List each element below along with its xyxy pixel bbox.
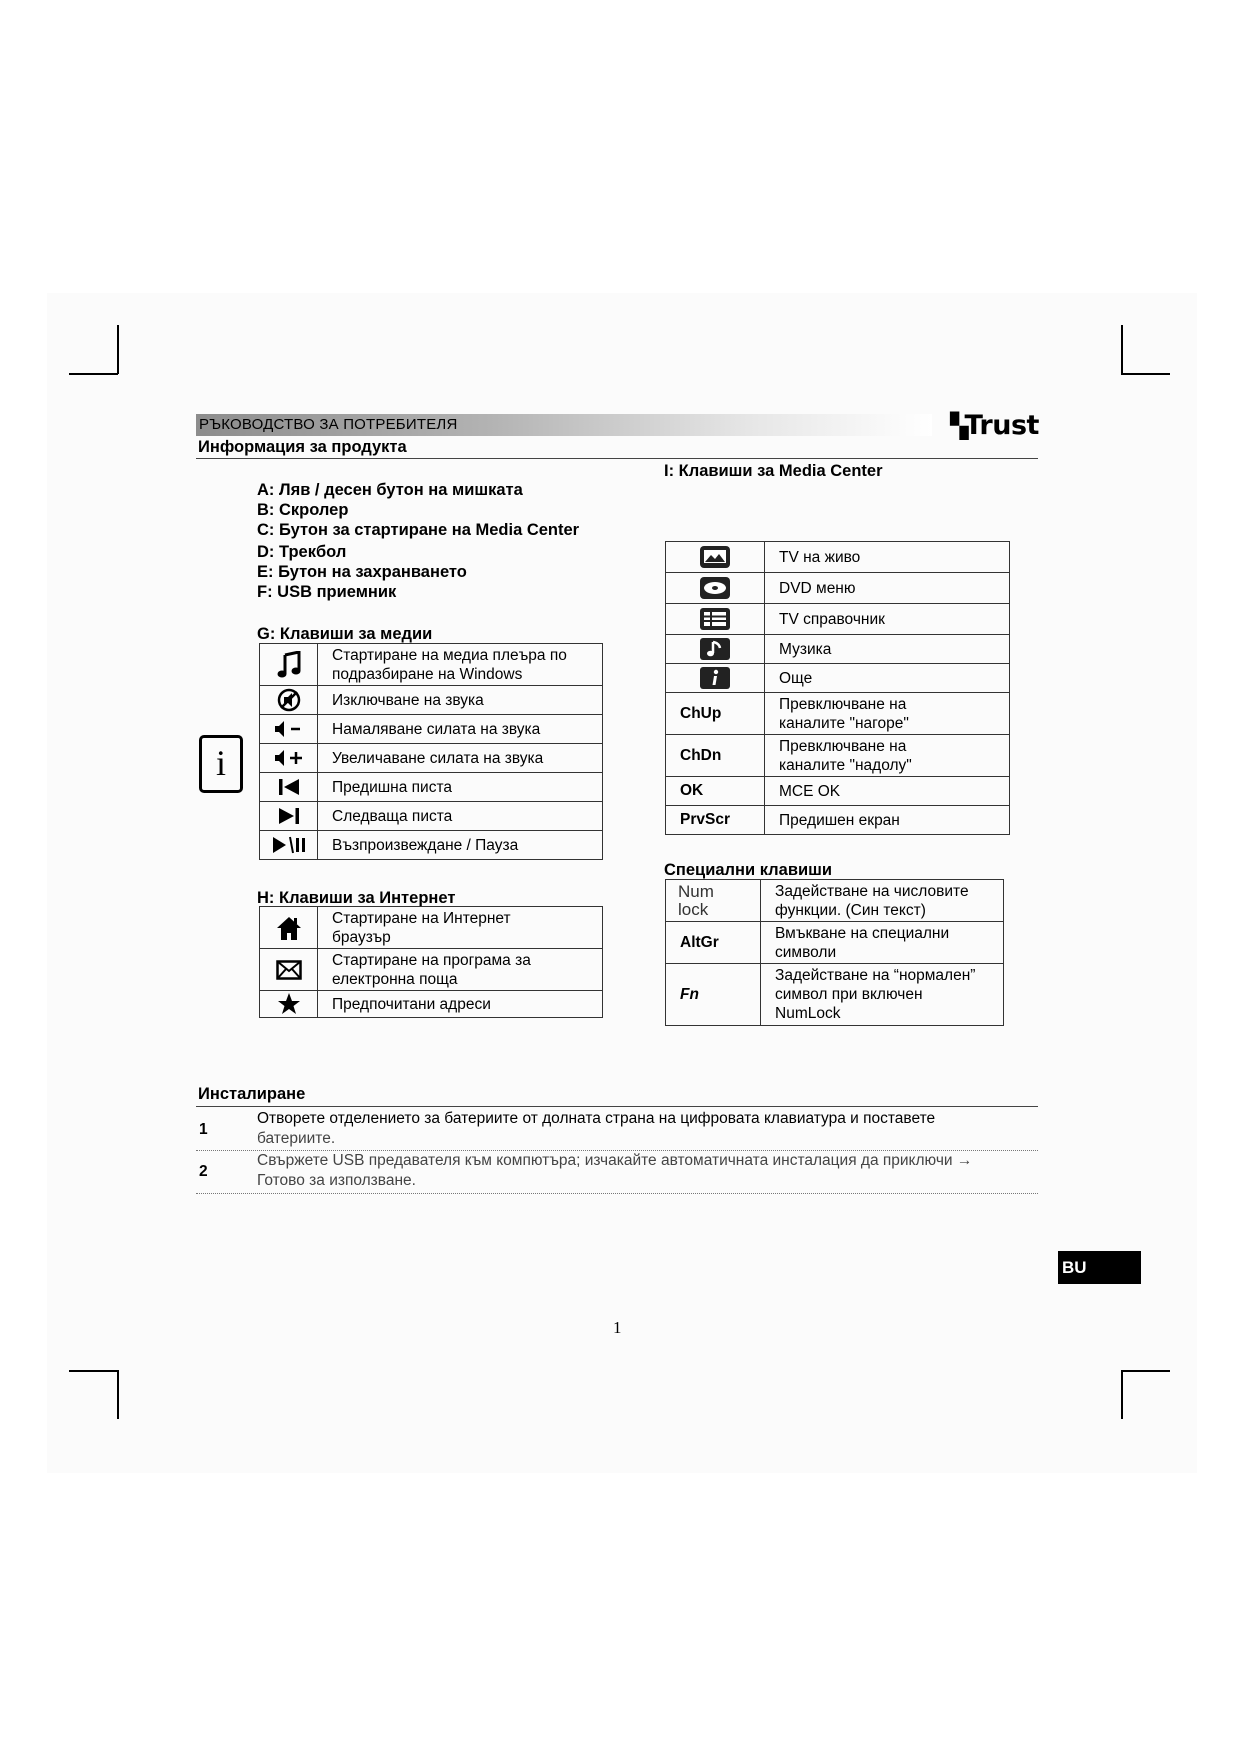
step-number: 1 bbox=[199, 1121, 208, 1138]
special-row-text: Вмъкване на специални bbox=[775, 924, 950, 942]
installation-heading: Инсталиране bbox=[198, 1085, 306, 1103]
language-tab bbox=[1058, 1251, 1141, 1284]
media-center-row-text-2: каналите "нагоре" bbox=[779, 714, 909, 732]
media-center-row-text: Превключване на bbox=[779, 695, 907, 713]
table-row bbox=[260, 802, 603, 831]
special-row-text-2: символ при включен bbox=[775, 986, 923, 1003]
step-text-2: Готово за използване. bbox=[257, 1172, 416, 1189]
key-label: Num bbox=[678, 881, 714, 901]
media-center-row-text: MCE OK bbox=[765, 777, 1010, 806]
num-lock-key bbox=[666, 880, 761, 922]
key-label: AltGr bbox=[666, 922, 761, 964]
step-text: Свържете USB предавателя към компютъра; изчакайте автоматичната инсталация да приключи → bbox=[257, 1152, 973, 1169]
heading-rule bbox=[196, 458, 1038, 459]
product-item-a: A: Ляв / десен бутон на мишката bbox=[257, 481, 523, 499]
key-label: ChUp bbox=[666, 693, 765, 735]
table-row bbox=[666, 735, 1010, 777]
media-row-text: Увеличаване силата на звука bbox=[318, 744, 603, 773]
table-row bbox=[260, 949, 603, 991]
page-number: 1 bbox=[613, 1318, 622, 1337]
media-row-text: Изключване на звука bbox=[318, 686, 603, 715]
special-row-text-2: символи bbox=[775, 943, 837, 961]
dvd-menu-icon bbox=[666, 573, 765, 604]
page-background bbox=[47, 293, 1197, 1473]
special-keys-table bbox=[665, 879, 1004, 1026]
key-label: ChDn bbox=[666, 735, 765, 777]
internet-keys-table bbox=[259, 906, 603, 1018]
logo-text: Trust bbox=[964, 410, 1039, 441]
crop-mark-bottom-right-vertical bbox=[1121, 1370, 1123, 1419]
media-row-text: Предишна писта bbox=[318, 773, 603, 802]
product-item-e: E: Бутон на захранването bbox=[257, 563, 467, 581]
table-row bbox=[666, 777, 1010, 806]
product-item-b: B: Скролер bbox=[257, 501, 349, 519]
previous-track-icon bbox=[260, 773, 318, 802]
media-center-table bbox=[665, 541, 1010, 835]
more-info-icon bbox=[666, 664, 765, 693]
crop-mark-top-right bbox=[1121, 373, 1170, 375]
table-row bbox=[260, 907, 603, 949]
crop-mark-bottom-left-vertical bbox=[117, 1370, 119, 1419]
media-center-row-text-2: каналите "надолу" bbox=[779, 756, 912, 774]
special-row-text: Задействане на числовите bbox=[775, 882, 969, 900]
product-item-f: F: USB приемник bbox=[257, 583, 397, 601]
table-row bbox=[666, 604, 1010, 635]
play-pause-icon bbox=[260, 831, 318, 860]
tv-guide-icon bbox=[666, 604, 765, 635]
media-center-row-text: Музика bbox=[765, 635, 1010, 664]
product-item-d: D: Трекбол bbox=[257, 543, 347, 561]
table-row bbox=[260, 773, 603, 802]
crop-mark-top-left-vertical bbox=[117, 325, 119, 374]
special-row-text-3: NumLock bbox=[775, 1005, 841, 1022]
language-tab-label: BU bbox=[1062, 1258, 1087, 1277]
media-row-text-2: подразбиране на Windows bbox=[332, 665, 523, 683]
product-info-heading: Информация за продукта bbox=[198, 438, 407, 456]
info-icon: i bbox=[199, 735, 243, 793]
media-row-text: Възпроизвеждане / Пауза bbox=[318, 831, 603, 860]
next-track-icon bbox=[260, 802, 318, 831]
table-row bbox=[666, 693, 1010, 735]
media-center-row-text: Още bbox=[765, 664, 1010, 693]
step-text-2: батериите. bbox=[257, 1130, 336, 1147]
table-row bbox=[260, 715, 603, 744]
media-center-heading: I: Клавиши за Media Center bbox=[664, 462, 883, 480]
volume-up-icon bbox=[260, 744, 318, 773]
media-row-text: Стартиране на медиа плеъра по bbox=[332, 646, 567, 664]
media-center-row-text: TV на живо bbox=[765, 542, 1010, 573]
table-row bbox=[260, 744, 603, 773]
step-divider bbox=[196, 1193, 1038, 1194]
crop-mark-bottom-left bbox=[69, 1370, 118, 1372]
music-icon bbox=[666, 635, 765, 664]
mute-icon bbox=[260, 686, 318, 715]
manual-title: РЪКОВОДСТВО ЗА ПОТРЕБИТЕЛЯ bbox=[199, 416, 458, 433]
media-row-text: Намаляване силата на звука bbox=[318, 715, 603, 744]
special-row-text-2: функции. (Син текст) bbox=[775, 901, 926, 919]
header-bar bbox=[196, 414, 932, 436]
table-row bbox=[666, 806, 1010, 835]
star-icon bbox=[260, 991, 318, 1018]
table-row bbox=[666, 664, 1010, 693]
crop-mark-top-left bbox=[69, 373, 118, 375]
special-row-text: Задействане на “нормален” bbox=[775, 967, 976, 984]
media-center-row-text: TV справочник bbox=[765, 604, 1010, 635]
key-label: Fn bbox=[666, 964, 761, 1026]
table-row bbox=[260, 991, 603, 1018]
step-text: Отворете отделението за батериите от долната страна на цифровата клавиатура и поставете bbox=[257, 1110, 936, 1127]
table-row bbox=[260, 644, 603, 686]
music-note-icon bbox=[260, 644, 318, 686]
key-label: OK bbox=[666, 777, 765, 806]
media-keys-table bbox=[259, 643, 603, 860]
table-row bbox=[260, 831, 603, 860]
table-row bbox=[666, 542, 1010, 573]
table-row bbox=[666, 635, 1010, 664]
internet-row-text: Стартиране на Интернет bbox=[332, 909, 511, 927]
media-center-row-text: Превключване на bbox=[779, 737, 907, 755]
key-label: PrvScr bbox=[666, 806, 765, 835]
media-center-row-text: DVD меню bbox=[765, 573, 1010, 604]
crop-mark-top-right-vertical bbox=[1121, 325, 1123, 374]
internet-row-text: Предпочитани адреси bbox=[318, 991, 603, 1018]
table-row bbox=[260, 686, 603, 715]
special-keys-heading: Специални клавиши bbox=[664, 861, 832, 879]
volume-down-icon bbox=[260, 715, 318, 744]
mail-icon bbox=[260, 949, 318, 991]
internet-row-text: Стартиране на програма за bbox=[332, 951, 531, 969]
trust-logo: ▚Trust bbox=[950, 410, 1039, 441]
home-icon bbox=[260, 907, 318, 949]
installation-rule bbox=[196, 1106, 1038, 1107]
table-row bbox=[666, 922, 1004, 964]
crop-mark-bottom-right bbox=[1121, 1370, 1170, 1372]
table-row bbox=[666, 573, 1010, 604]
product-item-c: C: Бутон за стартиране на Media Center bbox=[257, 521, 580, 539]
step-divider bbox=[196, 1150, 1038, 1151]
media-row-text: Следваща писта bbox=[318, 802, 603, 831]
table-row bbox=[666, 964, 1004, 1026]
table-row bbox=[666, 880, 1004, 922]
key-label-2: lock bbox=[678, 899, 709, 919]
step-number: 2 bbox=[199, 1163, 208, 1180]
media-keys-heading: G: Клавиши за медии bbox=[257, 625, 433, 643]
internet-row-text-2: браузър bbox=[332, 928, 391, 946]
media-center-row-text: Предишен екран bbox=[765, 806, 1010, 835]
live-tv-icon bbox=[666, 542, 765, 573]
internet-keys-heading: H: Клавиши за Интернет bbox=[257, 889, 456, 907]
internet-row-text-2: електронна поща bbox=[332, 970, 458, 988]
